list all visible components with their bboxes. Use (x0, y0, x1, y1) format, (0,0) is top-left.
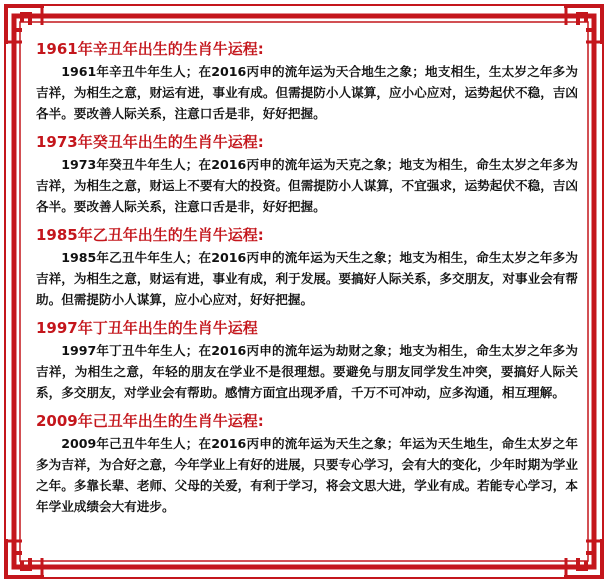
article-content (36, 40, 578, 526)
section-heading: 1973年癸丑年出生的生肖牛运程: (36, 133, 264, 151)
section-body: 1985年乙丑牛年生人；在2016丙申的流年运为天生之象；地支为相生，命生太岁之年多为吉祥，为相生之意，财运有进，事业有成，利于发展。要搞好人际关系，多交朋友，对事业会有帮助。但需提防小人谋算，应小心应对，好好把握。 (36, 250, 578, 307)
section-body: 1961年辛丑牛年生人；在2016丙申的流年运为天合地生之象；地支相生，生太岁之年多为吉祥，为相生之意，财运有进，事业有成。但需提防小人谋算，应小心应对，运势起伏不稳，吉凶各半。要改善人际关系，注意口舌是非，好好把握。 (36, 64, 578, 121)
section-1985 (36, 226, 578, 310)
section-body: 1973年癸丑牛年生人；在2016丙申的流年运为天克之象；地支为相生，命生太岁之年多为吉祥，为相生之意，财运上不要有大的投资。但需提防小人谋算，不宜强求，运势起伏不稳，吉凶各半。要改善人际关系，注意口舌是非，好好把握。 (36, 157, 578, 214)
section-1973 (36, 133, 578, 217)
section-body: 1997年丁丑牛年生人；在2016丙申的流年运为劫财之象；地支为相生，命生太岁之年多为吉祥，为相生之意，年轻的朋友在学业不是很理想。要避免与朋友同学发生冲突，要搞好人际关系，多交朋友，对学业会有帮助。感情方面宜出现矛盾，千万不可冲动，应多沟通，相互理解。 (36, 343, 578, 400)
section-1997 (36, 319, 578, 403)
section-heading: 1997年丁丑年出生的生肖牛运程 (36, 319, 258, 337)
section-2009 (36, 412, 578, 517)
section-body: 2009年己丑牛年生人；在2016丙申的流年运为天生之象；年运为天生地生，命生太岁之年多为吉祥，为合好之意，今年学业上有好的进展，只要专心学习，会有大的变化，少年时期为学业之年。多靠长辈、老师、父母的关爱，有利于学习，将会文思大进，学业有成。若能专心学习，本年学业成绩会大有进步。 (36, 436, 578, 514)
section-heading: 1961年辛丑年出生的生肖牛运程: (36, 40, 264, 58)
section-heading: 2009年己丑年出生的生肖牛运程: (36, 412, 264, 430)
section-heading: 1985年乙丑年出生的生肖牛运程: (36, 226, 264, 244)
section-1961 (36, 40, 578, 124)
